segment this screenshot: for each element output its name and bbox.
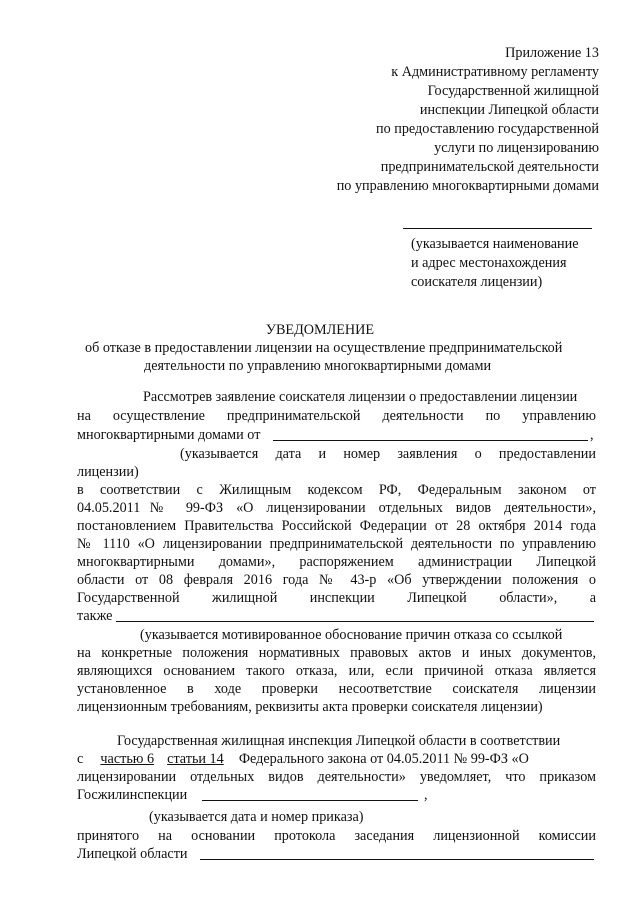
body-text: многоквартирными домами», распоряжением администрации Липецкой — [77, 554, 596, 570]
appendix-line: инспекции Липецкой области — [419, 102, 599, 118]
body-hint: лицензионным требованиям, реквизиты акта проверки соискателя лицензии) — [77, 699, 543, 715]
appendix-line: к Административному регламенту — [391, 64, 599, 80]
body-text: также — [77, 608, 113, 624]
law-part-link[interactable]: частью 6 — [100, 751, 155, 767]
body-text: в соответствии с Жилищным кодексом РФ, Федеральным законом от — [77, 482, 596, 498]
law-article-link[interactable]: статьи 14 — [167, 751, 224, 767]
appendix-line: предпринимательской деятельности — [380, 159, 599, 175]
addressee-hint: (указывается наименование — [411, 236, 579, 252]
body-hint: установленное в ходе проверки несоответствие соискателя лицензии — [77, 681, 596, 697]
appendix-line: Приложение 13 — [505, 45, 599, 61]
body-text: , — [590, 427, 594, 443]
protocol-blank — [200, 859, 594, 860]
refusal-reason-blank — [116, 621, 594, 622]
application-date-blank — [273, 440, 588, 441]
body-text: многоквартирными домами от — [77, 427, 261, 443]
body-text: на осуществление предпринимательской деятельности по управлению — [77, 408, 596, 424]
body-hint: (указывается дата и номер приказа) — [149, 809, 364, 825]
body-hint: (указывается дата и номер заявления о предоставлении — [180, 446, 596, 462]
body-text: , — [424, 787, 428, 803]
addressee-blank-line — [403, 228, 592, 229]
body-hint: являющихся основанием такого отказа, или, если причиной отказа является — [77, 663, 596, 679]
appendix-line: по управлению многоквартирными домами — [336, 178, 599, 194]
body-text: постановлением Правительства Российской Федерации от 28 октября 2014 года — [77, 518, 596, 534]
body-text: лицензировании отдельных видов деятельности» уведомляет, что приказом — [77, 769, 596, 785]
body-text: Федерального закона от 04.05.2011 № 99-ФЗ «О — [238, 751, 529, 767]
body-text: Госжилинспекции — [77, 787, 188, 803]
appendix-line: по предоставлению государственной — [376, 121, 599, 137]
body-hint: лицензии) — [77, 464, 139, 480]
appendix-line: Государственной жилищной — [427, 83, 599, 99]
body-text: области от 08 февраля 2016 года № 43-р «Об утверждении положения о — [77, 572, 596, 588]
body-text: № 1110 «О лицензировании предпринимательской деятельности по управлению — [77, 536, 596, 552]
appendix-line: услуги по лицензированию — [434, 140, 599, 156]
body-text: Рассмотрев заявление соискателя лицензии о предоставлении лицензии — [143, 389, 578, 405]
order-blank — [202, 800, 418, 801]
body-text: 04.05.2011№ 99-ФЗ «О лицензировании отдельных видов деятельности», — [77, 500, 596, 516]
addressee-hint: и адрес местонахождения — [411, 255, 567, 271]
body-text: Государственной жилищной инспекции Липецкой области», а — [77, 590, 596, 606]
document-subtitle: деятельности по управлению многоквартирными домами — [144, 358, 492, 374]
body-hint: (указывается мотивированное обоснование причин отказа со ссылкой — [140, 627, 563, 643]
body-text: Липецкой области — [77, 846, 188, 862]
body-text: с — [77, 751, 84, 767]
addressee-hint: соискателя лицензии) — [411, 274, 543, 290]
document-subtitle: об отказе в предоставлении лицензии на осуществление предпринимательской — [85, 340, 563, 356]
document-heading: УВЕДОМЛЕНИЕ — [265, 322, 375, 338]
body-hint: на конкретные положения нормативных правовых актов и иных документов, — [77, 645, 596, 661]
body-text: Государственная жилищная инспекция Липецкой области в соответствии — [117, 733, 561, 749]
body-text: принятого на основании протокола заседания лицензионной комиссии — [77, 828, 596, 844]
body-text-row — [77, 751, 596, 768]
